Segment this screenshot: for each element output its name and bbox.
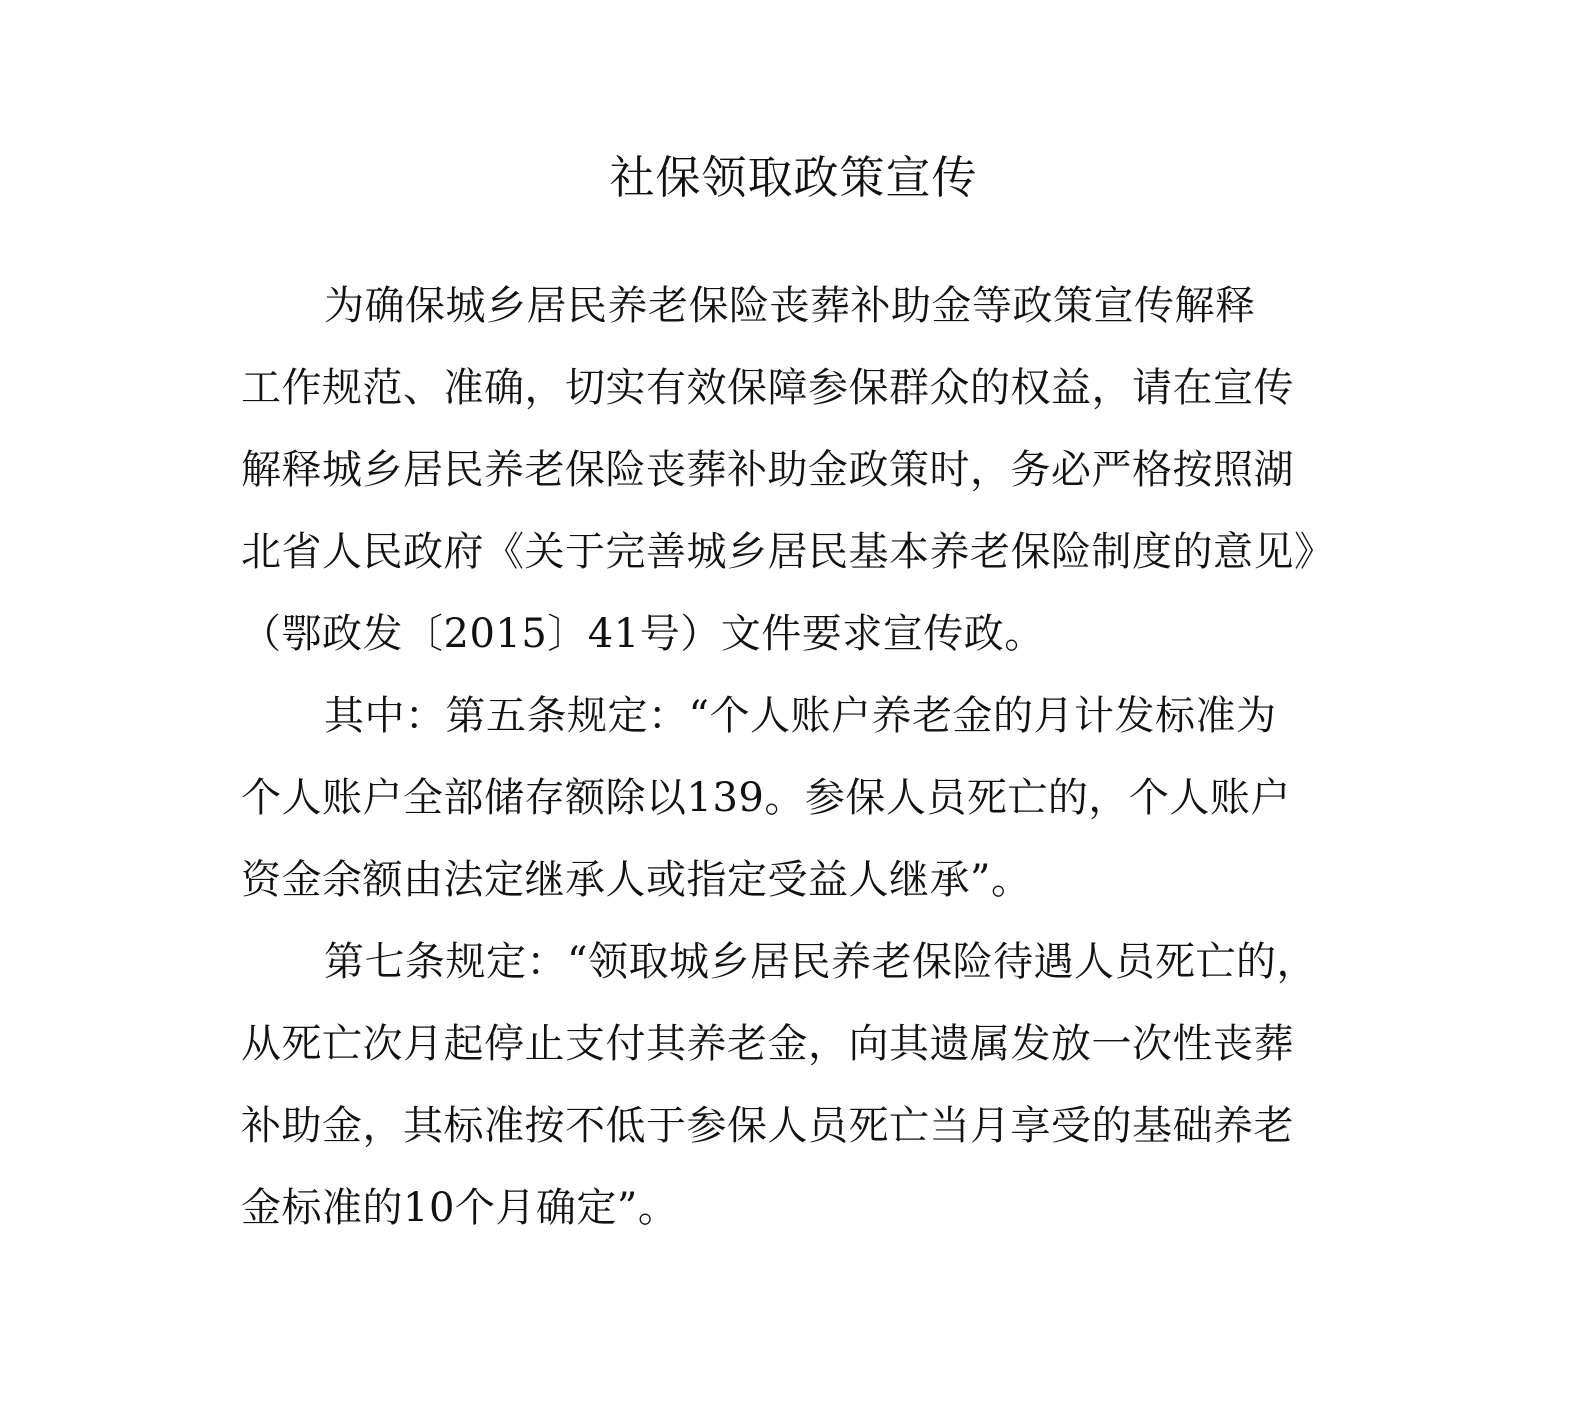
paragraph-2-line-1: 其中：第五条规定：“个人账户养老金的月计发标准为 [324,693,1277,739]
paragraph-1-line-1: 为确保城乡居民养老保险丧葬补助金等政策宣传解释 [324,283,1256,329]
paragraph-1-line-5: （鄂政发〔2015〕41号）文件要求宣传政。 [241,611,1045,657]
paragraph-3-line-3: 补助金，其标准按不低于参保人员死亡当月享受的基础养老 [241,1103,1294,1149]
paragraph-3-line-2: 从死亡次月起停止支付其养老金，向其遗属发放一次性丧葬 [241,1021,1294,1067]
paragraph-1-line-3: 解释城乡居民养老保险丧葬补助金政策时，务必严格按照湖 [241,447,1294,493]
paragraph-1-line-4: 北省人民政府《关于完善城乡居民基本养老保险制度的意见》 [241,529,1335,575]
paragraph-2-line-2: 个人账户全部储存额除以139。参保人员死亡的，个人账户 [241,775,1291,821]
paragraph-3-line-1: 第七条规定：“领取城乡居民养老保险待遇人员死亡的， [324,939,1317,985]
document-title: 社保领取政策宣传 [609,151,978,204]
paragraph-1-line-2: 工作规范、准确，切实有效保障参保群众的权益，请在宣传 [241,365,1294,411]
paragraph-2-line-3: 资金余额由法定继承人或指定受益人继承”。 [241,857,1032,903]
paragraph-3-line-4: 金标准的10个月确定”。 [241,1185,679,1231]
